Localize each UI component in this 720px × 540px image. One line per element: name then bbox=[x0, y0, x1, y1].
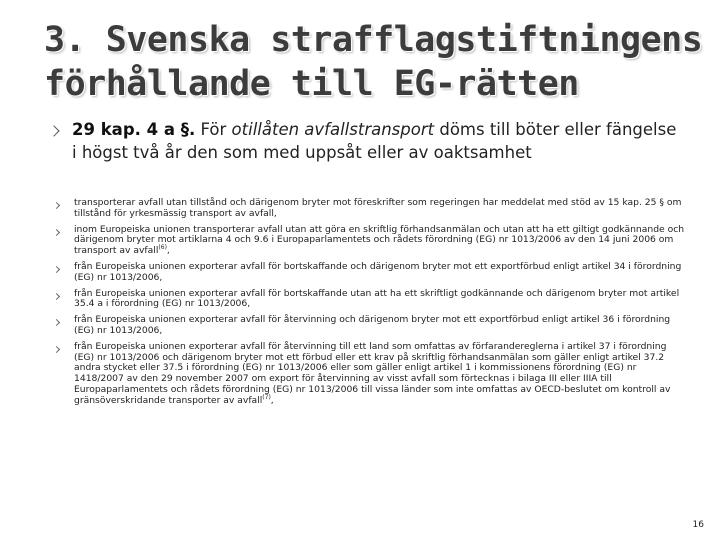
sub-bullet-item bbox=[56, 342, 686, 407]
main-bullet-text bbox=[72, 118, 684, 164]
sub-bullet-item bbox=[56, 198, 686, 220]
sub-bullet-item bbox=[56, 225, 686, 257]
sub-bullet-text bbox=[74, 262, 686, 284]
sub-bullet-body: från Europeiska unionen exporterar avfall för återvinning till ett land som omfattas av förfarandereglerna i artikel 37 i förordning (EG) nr 1013/2006 och därigenom bryter mot ett förbud eller ett krav på skriftlig förhandsanmälan som gäller enligt artikel 37.2 andra stycket eller 37.5 i förordning (EG) nr 1013/2006 eller som gäller enligt artikel 1 i kommissionens förordning (EG) nr 1418/2007 av den 29 november 2007 om export för återvinning av visst avfall som förtecknas i bilaga III eller IIIA till Europaparlamentets och rådets förordning (EG) nr 1013/2006 till vissa länder som inte omfattas av OECD-beslutet om kontroll av gränsöverskridande transporter av avfall bbox=[74, 340, 671, 406]
sub-bullet-tail: , bbox=[166, 245, 170, 257]
sub-bullet-item bbox=[56, 315, 686, 337]
sub-bullet-text bbox=[74, 289, 686, 311]
footnote-reference: (7) bbox=[262, 393, 271, 401]
law-reference: 29 kap. 4 a §. bbox=[72, 120, 196, 139]
chevron-right-icon bbox=[53, 266, 60, 273]
sub-bullet-item bbox=[56, 289, 686, 311]
sub-bullet-tail: , bbox=[270, 394, 274, 406]
main-bullet-point bbox=[44, 118, 684, 164]
sub-bullet-body: transporterar avfall utan tillstånd och därigenom bryter mot föreskrifter som regeringen har meddelat med stöd av 15 kap. 25 § om tillstånd för yrkesmässig transport av avfall, bbox=[74, 197, 682, 219]
chevron-right-icon bbox=[53, 293, 60, 300]
title-line-2: förhållande till EG-rätten bbox=[44, 64, 579, 104]
offense-name: otillåten avfallstransport bbox=[231, 120, 435, 139]
sub-bullet-body: från Europeiska unionen exporterar avfall för bortskaffande utan att ha ett skriftligt godkännande och därigenom bryter mot artikel 35.4 a i förordning (EG) nr 1013/2006, bbox=[74, 287, 680, 310]
sub-bullet-text bbox=[74, 315, 686, 337]
sub-bullet-body: från Europeiska unionen exporterar avfall för bortskaffande och därigenom bryter mot ett exportförbud enligt artikel 34 i förordning (EG) nr 1013/2006, bbox=[74, 260, 682, 283]
chevron-right-icon bbox=[53, 202, 60, 209]
slide-title bbox=[44, 18, 703, 106]
sub-bullet-body: inom Europeiska unionen transporterar avfall utan att göra en skriftlig förhandsanmälan och utan att ha ett giltigt godkännande och därigenom bryter mot artiklarna 4 och 9.6 i Europaparlamentets och rådets förordning (EG) nr 1013/2006 av den 14 juni 2006 om transport av avfall bbox=[74, 223, 685, 257]
footnote-reference: (6) bbox=[158, 244, 167, 252]
sub-bullet-body: från Europeiska unionen exporterar avfall för återvinning och därigenom bryter mot ett exportförbud enligt artikel 36 i förordning (EG) nr 1013/2006, bbox=[74, 314, 671, 336]
main-text-after: döms till böter eller fängelse i högst två år den som med uppsåt eller av oaktsamhet bbox=[72, 120, 677, 162]
sub-bullet-text bbox=[74, 198, 686, 220]
sub-bullet-list bbox=[56, 198, 686, 407]
sub-bullet-text bbox=[74, 342, 686, 407]
sub-bullet-item bbox=[56, 262, 686, 284]
chevron-right-icon bbox=[48, 125, 59, 136]
chevron-right-icon bbox=[53, 319, 60, 326]
chevron-right-icon bbox=[53, 229, 60, 236]
page-number: 16 bbox=[692, 520, 704, 530]
sub-bullet-text bbox=[74, 225, 686, 257]
main-text-before: För bbox=[195, 120, 232, 139]
chevron-right-icon bbox=[53, 346, 60, 353]
title-line-1: 3. Svenska strafflagstiftningens bbox=[44, 20, 703, 60]
